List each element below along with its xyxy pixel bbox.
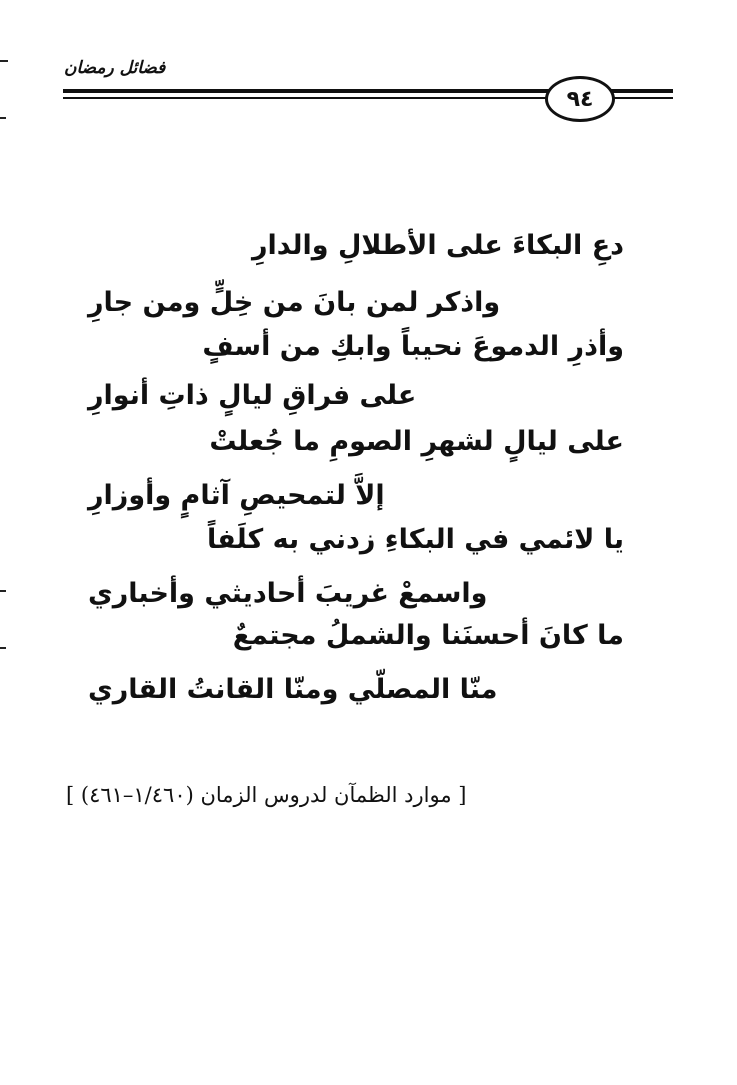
scan-mark <box>0 590 6 592</box>
scan-mark <box>0 647 6 649</box>
verse-line: واذكر لمن بانَ من خِلٍّ ومن جارِ <box>88 287 501 318</box>
page-number: ٩٤ <box>566 86 594 112</box>
source-citation: [ موارد الظمآن لدروس الزمان (١/٤٦٠–٤٦١) ] <box>66 783 467 807</box>
verse-line: ما كانَ أحسنَنا والشملُ مجتمعٌ <box>232 620 624 651</box>
running-title: فضائل رمضان <box>64 58 166 78</box>
verse-line: وأذرِ الدموعَ نحيباً وابكِ من أسفٍ <box>202 331 624 362</box>
verse-line: على ليالٍ لشهرِ الصومِ ما جُعلتْ <box>209 426 624 457</box>
page-number-badge <box>545 76 615 122</box>
scan-mark <box>0 117 6 119</box>
verse-line: إلاَّ لتمحيصِ آثامٍ وأوزارِ <box>88 480 385 511</box>
verse-line: دعِ البكاءَ على الأطلالِ والدارِ <box>251 230 624 261</box>
verse-line: على فراقِ ليالٍ ذاتِ أنوارِ <box>88 380 417 411</box>
verse-line: منّا المصلّي ومنّا القانتُ القاري <box>88 674 498 705</box>
verse-line: يا لائمي في البكاءِ زدني به كلَفاً <box>206 524 624 555</box>
verse-line: واسمعْ غريبَ أحاديثي وأخباري <box>88 578 488 609</box>
scan-mark <box>0 60 8 62</box>
